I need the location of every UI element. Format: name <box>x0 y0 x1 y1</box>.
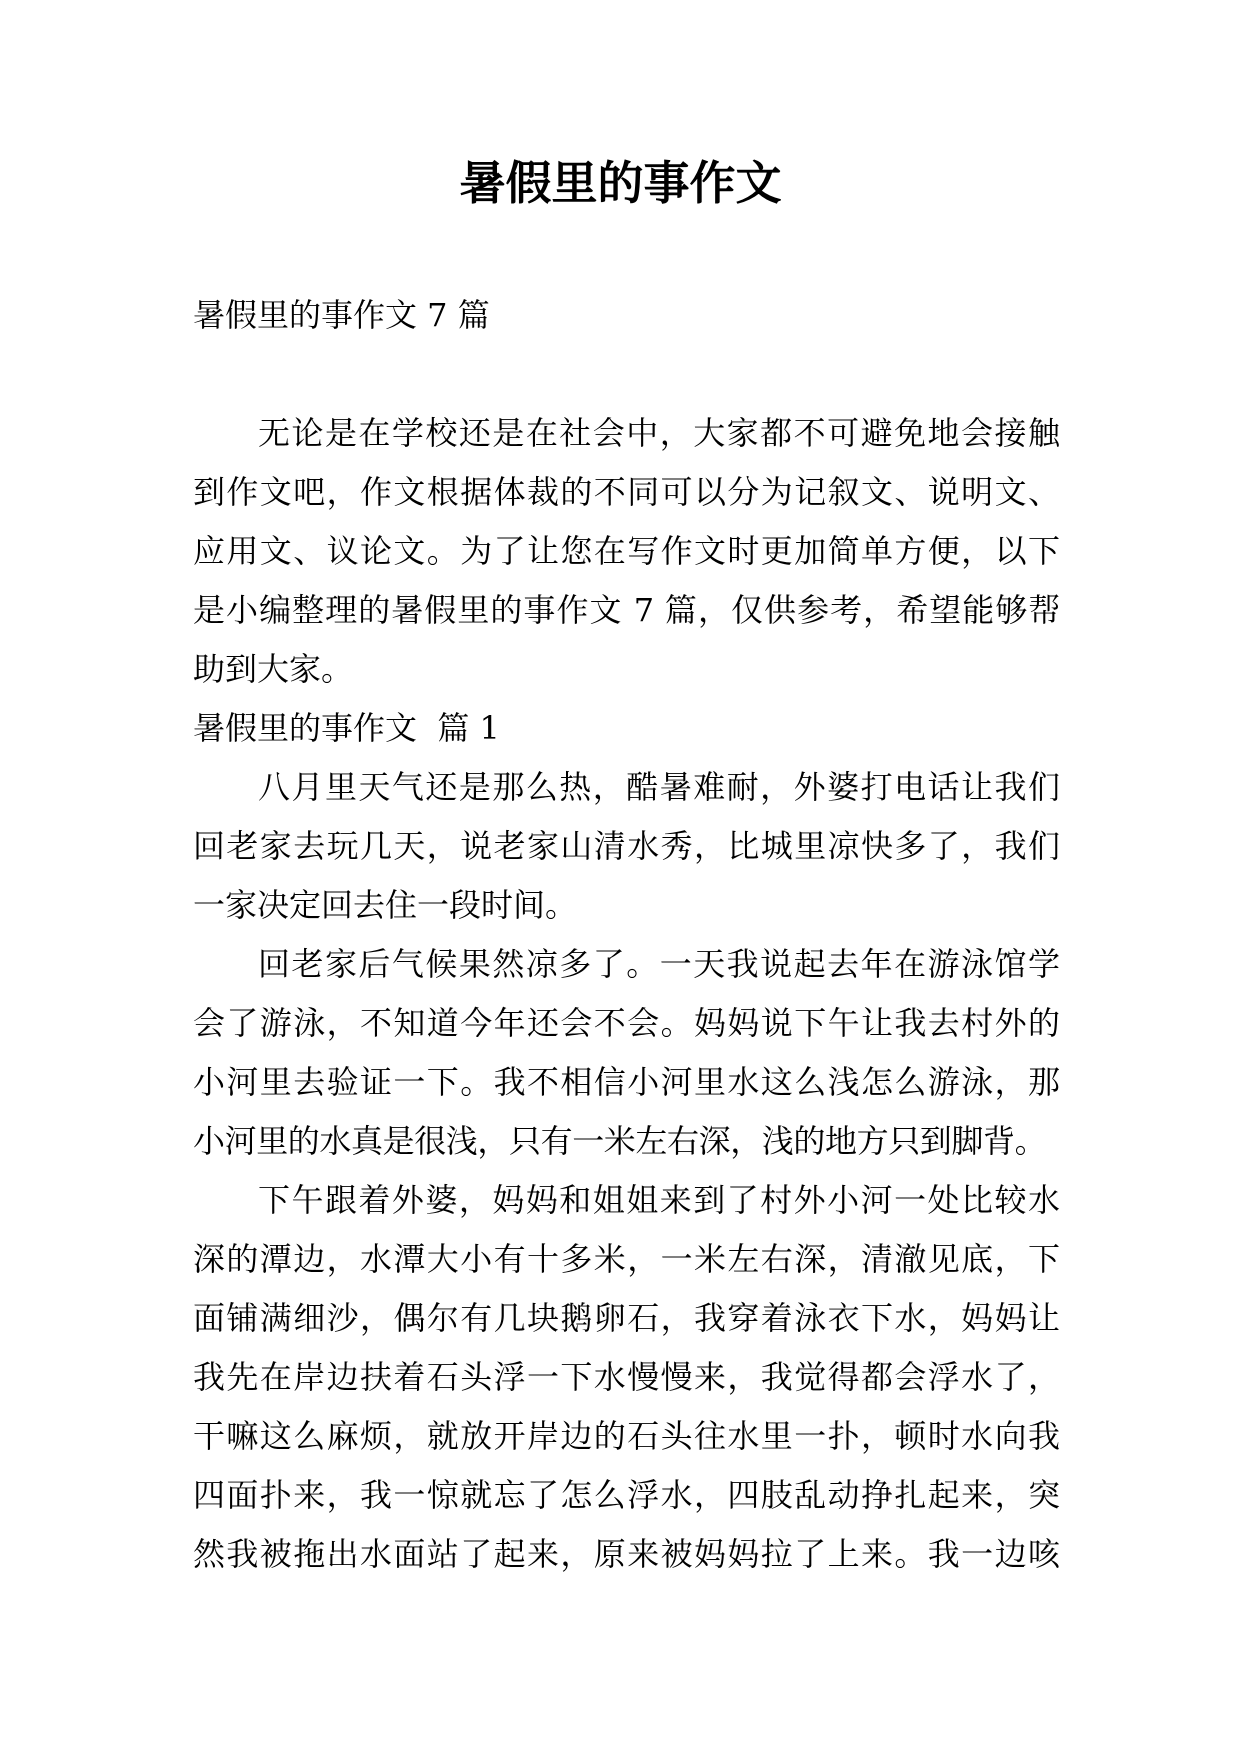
document-title: 暑假里的事作文 <box>459 156 782 210</box>
paragraph-line: 一家决定回去住一段时间。 <box>193 886 578 924</box>
paragraph-line: 深的潭边，水潭大小有十多米，一米左右深，清澈见底，下 <box>193 1240 1060 1278</box>
paragraph-line: 回老家去玩几天，说老家山清水秀，比城里凉快多了，我们 <box>193 827 1060 865</box>
paragraph-line: 干嘛这么麻烦，就放开岸边的石头往水里一扑，顿时水向我 <box>193 1417 1060 1455</box>
paragraph-line: 小河里的水真是很浅，只有一米左右深，浅的地方只到脚背。 <box>193 1122 1047 1160</box>
section-heading: 暑假里的事作文 篇 1 <box>193 709 500 747</box>
paragraph-line: 我先在岸边扶着石头浮一下水慢慢来，我觉得都会浮水了， <box>193 1358 1060 1396</box>
paragraph-line: 会了游泳，不知道今年还会不会。妈妈说下午让我去村外的 <box>193 1004 1060 1042</box>
paragraph-line: 无论是在学校还是在社会中，大家都不可避免地会接触 <box>258 414 1060 452</box>
paragraph-line: 应用文、议论文。为了让您在写作文时更加简单方便，以下 <box>193 532 1060 570</box>
blank-line <box>193 345 1060 404</box>
essay-section-1 <box>193 699 1060 1584</box>
paragraph-line: 四面扑来，我一惊就忘了怎么浮水，四肢乱动挣扎起来，突 <box>193 1476 1060 1514</box>
paragraph-line: 面铺满细沙，偶尔有几块鹅卵石，我穿着泳衣下水，妈妈让 <box>193 1299 1060 1337</box>
paragraph-line: 八月里天气还是那么热，酷暑难耐，外婆打电话让我们 <box>258 768 1060 806</box>
essay-paragraph <box>193 1171 1060 1584</box>
document-subtitle: 暑假里的事作文 7 篇 <box>193 296 490 334</box>
paragraph-line: 小河里去验证一下。我不相信小河里水这么浅怎么游泳，那 <box>193 1063 1060 1101</box>
essay-paragraph <box>193 935 1060 1171</box>
intro-paragraph <box>193 404 1060 699</box>
paragraph-line: 到作文吧，作文根据体裁的不同可以分为记叙文、说明文、 <box>193 473 1060 511</box>
paragraph-line: 下午跟着外婆，妈妈和姐姐来到了村外小河一处比较水 <box>258 1181 1060 1219</box>
document-body <box>193 286 1060 1584</box>
essay-paragraph <box>193 758 1060 935</box>
paragraph-line: 然我被拖出水面站了起来，原来被妈妈拉了上来。我一边咳 <box>193 1535 1060 1573</box>
paragraph-line: 是小编整理的暑假里的事作文 7 篇，仅供参考，希望能够帮 <box>193 591 1060 629</box>
paragraph-line: 回老家后气候果然凉多了。一天我说起去年在游泳馆学 <box>258 945 1060 983</box>
paragraph-line: 助到大家。 <box>193 650 354 688</box>
